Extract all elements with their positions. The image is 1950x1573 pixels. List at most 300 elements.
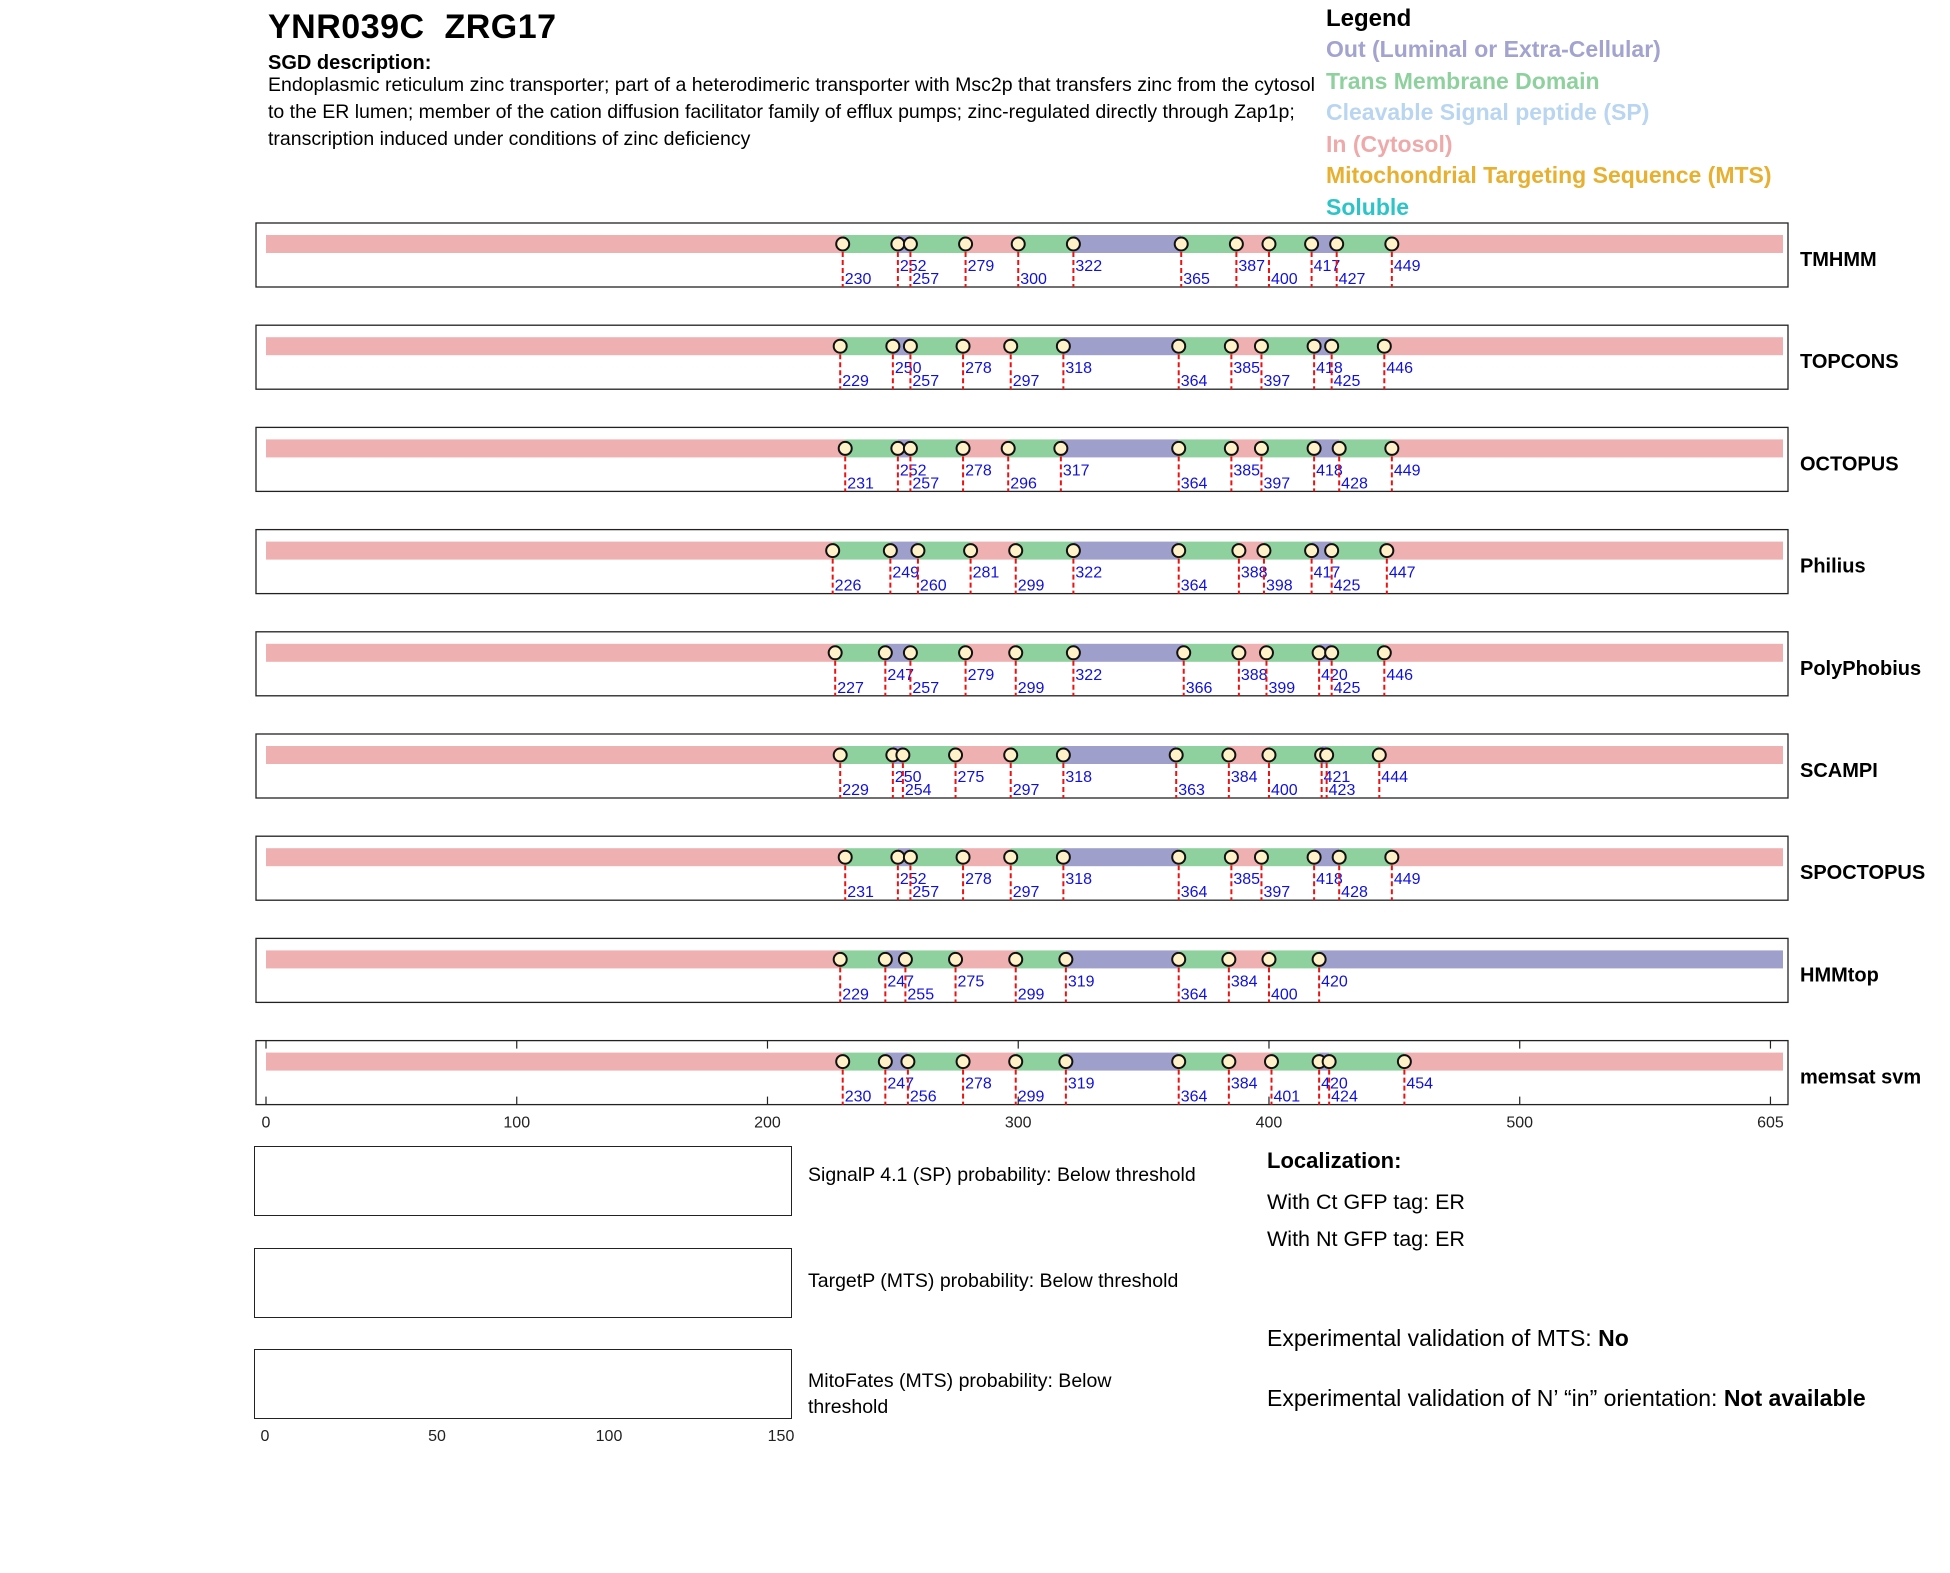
boundary-marker-spoctopus: [1225, 851, 1238, 864]
gene-name: ZRG17: [444, 8, 557, 46]
boundary-marker-octopus: [1255, 442, 1268, 455]
boundary-marker-spoctopus: [1385, 851, 1398, 864]
orientation-validation: [1267, 1382, 1887, 1415]
segment-tm-polyphobius: [1332, 644, 1385, 662]
segment-tm-octopus: [845, 439, 898, 457]
boundary-marker-spoctopus: [904, 851, 917, 864]
predictor-label-hmmtop: HMMtop: [1800, 964, 1879, 987]
legend-item-tm: Trans Membrane Domain: [1326, 67, 1600, 94]
x-tick-label: 200: [754, 1114, 781, 1132]
legend-title: Legend: [1326, 5, 1412, 32]
position-label: 297: [1012, 373, 1040, 391]
segment-out-memsat-svm: [1066, 1053, 1179, 1071]
position-label: 418: [1316, 871, 1343, 889]
position-label: 247: [887, 666, 915, 684]
targetp-panel: [254, 1248, 792, 1318]
legend-item-in: In (Cytosol): [1326, 130, 1453, 157]
x-tick-label: 605: [1757, 1114, 1784, 1132]
predictor-label-tmhmm: TMHMM: [1800, 249, 1877, 271]
position-label: 278: [965, 462, 992, 480]
boundary-marker-philius: [826, 544, 839, 557]
segment-in-scampi: [266, 746, 840, 764]
position-label: 424: [1331, 1088, 1358, 1106]
segment-in-tmhmm: [966, 235, 1019, 253]
boundary-marker-memsat-svm: [1222, 1055, 1235, 1068]
segment-in-memsat-svm: [963, 1053, 1016, 1071]
position-label: 364: [1180, 1088, 1208, 1106]
segment-tm-tmhmm: [843, 235, 898, 253]
segment-tm-hmmtop: [905, 950, 955, 968]
localization-nt: With Nt GFP tag: ER: [1267, 1227, 1465, 1251]
segment-tm-philius: [1179, 542, 1239, 560]
legend-item-signal-peptide: Cleavable Signal peptide (SP): [1326, 99, 1650, 125]
position-label: 254: [904, 782, 932, 799]
boundary-marker-tmhmm: [1012, 238, 1025, 251]
segment-tm-polyphobius: [910, 644, 965, 662]
x-tick-label: 0: [261, 1114, 271, 1132]
boundary-marker-philius: [1257, 544, 1270, 557]
predictor-label-memsat-svm: memsat svm: [1800, 1066, 1922, 1089]
boundary-marker-polyphobius: [1313, 646, 1326, 659]
position-label: 299: [1017, 679, 1045, 697]
segment-tm-philius: [833, 542, 891, 560]
segment-tm-scampi: [840, 746, 893, 764]
boundary-marker-philius: [1325, 544, 1338, 557]
boundary-marker-tmhmm: [1067, 238, 1080, 251]
position-label: 319: [1067, 973, 1095, 991]
signalp-label: SignalP 4.1 (SP) probability: Below threshold: [808, 1164, 1196, 1186]
position-label: 449: [1393, 258, 1421, 275]
boundary-marker-polyphobius: [1177, 646, 1190, 659]
position-label: 318: [1065, 360, 1093, 378]
mts-validation-value: No: [1598, 1325, 1629, 1351]
boundary-marker-polyphobius: [1232, 646, 1245, 659]
boundary-marker-tmhmm: [1385, 238, 1398, 251]
position-label: 299: [1017, 986, 1045, 1004]
position-label: 364: [1180, 884, 1208, 902]
segment-in-polyphobius: [966, 644, 1016, 662]
boundary-marker-topcons: [1255, 340, 1268, 353]
boundary-marker-spoctopus: [1255, 851, 1268, 864]
segment-out-polyphobius: [1073, 644, 1183, 662]
segment-out-hmmtop: [1066, 950, 1179, 968]
boundary-marker-octopus: [1054, 442, 1067, 455]
boundary-marker-polyphobius: [1260, 646, 1273, 659]
position-label: 299: [1017, 1088, 1045, 1106]
position-label: 401: [1273, 1088, 1301, 1106]
boundary-marker-tmhmm: [1305, 238, 1318, 251]
boundary-marker-polyphobius: [879, 646, 892, 659]
position-label: 444: [1381, 769, 1409, 786]
position-label: 384: [1230, 1075, 1258, 1093]
position-label: 230: [844, 1088, 872, 1106]
boundary-marker-scampi: [1262, 749, 1275, 762]
position-label: 364: [1180, 986, 1208, 1004]
boundary-marker-memsat-svm: [1172, 1055, 1185, 1068]
segment-tm-polyphobius: [1016, 644, 1074, 662]
position-label: 428: [1341, 475, 1368, 493]
position-label: 446: [1386, 666, 1414, 684]
position-label: 397: [1263, 475, 1291, 493]
boundary-marker-octopus: [1385, 442, 1398, 455]
position-label: 388: [1240, 666, 1268, 684]
boundary-marker-philius: [964, 544, 977, 557]
boundary-marker-scampi: [896, 749, 909, 762]
segment-out-scampi: [1063, 746, 1176, 764]
boundary-marker-hmmtop: [1009, 953, 1022, 966]
position-label: 428: [1341, 884, 1368, 902]
position-label: 281: [972, 564, 1000, 582]
boundary-marker-octopus: [904, 442, 917, 455]
position-label: 260: [919, 577, 947, 595]
predictor-label-polyphobius: PolyPhobius: [1800, 657, 1922, 680]
boundary-marker-philius: [1009, 544, 1022, 557]
boundary-marker-memsat-svm: [836, 1055, 849, 1068]
boundary-marker-hmmtop: [1313, 953, 1326, 966]
segment-in-hmmtop: [956, 950, 1016, 968]
boundary-marker-scampi: [1373, 749, 1386, 762]
position-label: 317: [1062, 462, 1090, 480]
boundary-marker-spoctopus: [957, 851, 970, 864]
boundary-marker-scampi: [1170, 749, 1183, 762]
segment-in-scampi: [1379, 746, 1783, 764]
segment-tm-octopus: [1008, 439, 1061, 457]
position-label: 231: [847, 884, 874, 902]
boundary-marker-spoctopus: [1333, 851, 1346, 864]
boundary-marker-topcons: [1172, 340, 1185, 353]
segment-tm-spoctopus: [910, 848, 963, 866]
boundary-marker-memsat-svm: [1265, 1055, 1278, 1068]
segment-tm-memsat-svm: [1016, 1053, 1066, 1071]
boundary-marker-topcons: [1325, 340, 1338, 353]
boundary-marker-scampi: [834, 749, 847, 762]
position-label: 420: [1321, 666, 1348, 684]
segment-tm-scampi: [1011, 746, 1064, 764]
position-label: 421: [1323, 769, 1351, 786]
boundary-marker-hmmtop: [899, 953, 912, 966]
segment-tm-tmhmm: [1337, 235, 1392, 253]
boundary-marker-tmhmm: [891, 238, 904, 251]
boundary-marker-octopus: [1172, 442, 1185, 455]
segment-tm-philius: [1332, 542, 1387, 560]
predictor-label-octopus: OCTOPUS: [1800, 453, 1899, 476]
x-tick-label: 100: [503, 1114, 531, 1132]
segment-tm-octopus: [910, 439, 963, 457]
segment-tm-topcons: [1179, 337, 1232, 355]
segment-in-spoctopus: [266, 848, 845, 866]
segment-tm-memsat-svm: [1329, 1053, 1404, 1071]
position-label: 388: [1240, 564, 1268, 582]
segment-in-spoctopus: [1392, 848, 1783, 866]
position-label: 299: [1017, 577, 1045, 595]
position-label: 278: [965, 360, 992, 378]
boundary-marker-tmhmm: [1262, 238, 1275, 251]
segment-tm-philius: [918, 542, 971, 560]
segment-tm-scampi: [1327, 746, 1380, 764]
boundary-marker-octopus: [1333, 442, 1346, 455]
x-tick-label: 300: [1004, 1114, 1032, 1132]
position-label: 297: [1012, 782, 1040, 799]
position-label: 230: [844, 271, 872, 288]
position-label: 364: [1180, 475, 1208, 493]
position-label: 398: [1265, 577, 1293, 595]
segment-tm-hmmtop: [1269, 950, 1319, 968]
boundary-marker-hmmtop: [1262, 953, 1275, 966]
position-label: 296: [1010, 475, 1037, 493]
position-label: 397: [1263, 884, 1291, 902]
position-label: 322: [1075, 564, 1103, 582]
position-label: 425: [1333, 679, 1361, 697]
boundary-marker-philius: [884, 544, 897, 557]
position-label: 300: [1020, 271, 1047, 288]
predictor-label-scampi: SCAMPI: [1800, 760, 1878, 782]
position-label: 425: [1333, 577, 1361, 595]
position-label: 363: [1178, 782, 1205, 799]
position-label: 385: [1233, 871, 1261, 889]
segment-in-memsat-svm: [1404, 1053, 1783, 1071]
boundary-marker-hmmtop: [834, 953, 847, 966]
sgd-description-text: Endoplasmic reticulum zinc transporter; part of a heterodimeric transporter with Msc2p that transfers zinc from the cytosol to the ER lumen; member of the cation diffusion facilitator family of efflux pumps; zinc-regulated directly through Zap1p; transcription induced under conditions of zinc deficiency: [268, 74, 1315, 150]
boundary-marker-octopus: [1002, 442, 1015, 455]
boundary-marker-philius: [1067, 544, 1080, 557]
position-label: 275: [957, 973, 985, 991]
segment-tm-spoctopus: [1011, 848, 1064, 866]
position-label: 318: [1065, 769, 1093, 786]
position-label: 252: [899, 462, 927, 480]
boundary-marker-tmhmm: [1175, 238, 1188, 251]
segment-out-tmhmm: [1073, 235, 1181, 253]
segment-tm-philius: [1016, 542, 1074, 560]
predictor-label-topcons: TOPCONS: [1800, 351, 1899, 374]
boundary-marker-scampi: [1222, 749, 1235, 762]
position-label: 420: [1321, 1075, 1348, 1093]
boundary-marker-hmmtop: [949, 953, 962, 966]
prob-tick-label: 100: [595, 1428, 623, 1445]
segment-tm-spoctopus: [1179, 848, 1232, 866]
boundary-marker-topcons: [1225, 340, 1238, 353]
boundary-marker-octopus: [839, 442, 852, 455]
position-label: 387: [1238, 258, 1266, 275]
position-label: 257: [912, 884, 940, 902]
boundary-marker-spoctopus: [839, 851, 852, 864]
boundary-marker-hmmtop: [1172, 953, 1185, 966]
boundary-marker-octopus: [891, 442, 904, 455]
segment-tm-polyphobius: [835, 644, 885, 662]
segment-in-memsat-svm: [266, 1053, 843, 1071]
signalp-panel: [254, 1146, 792, 1216]
position-label: 322: [1075, 666, 1103, 684]
boundary-marker-memsat-svm: [1009, 1055, 1022, 1068]
sgd-description-heading: SGD description:: [268, 52, 432, 74]
segment-out-hmmtop: [1319, 950, 1783, 968]
position-label: 256: [909, 1088, 937, 1106]
predictor-label-philius: Philius: [1800, 555, 1866, 578]
predictor-label-spoctopus: SPOCTOPUS: [1800, 862, 1926, 885]
boundary-marker-spoctopus: [1057, 851, 1070, 864]
segment-tm-topcons: [1011, 337, 1064, 355]
position-label: 447: [1388, 564, 1416, 582]
position-label: 425: [1333, 373, 1361, 391]
segment-tm-scampi: [903, 746, 956, 764]
position-label: 255: [907, 986, 935, 1004]
boundary-marker-memsat-svm: [957, 1055, 970, 1068]
segment-tm-scampi: [1176, 746, 1229, 764]
segment-in-tmhmm: [1392, 235, 1783, 253]
boundary-marker-topcons: [1057, 340, 1070, 353]
boundary-marker-hmmtop: [1059, 953, 1072, 966]
boundary-marker-scampi: [1057, 749, 1070, 762]
segment-in-tmhmm: [266, 235, 843, 253]
position-label: 418: [1316, 462, 1343, 480]
localization-block: [1267, 1148, 1465, 1258]
position-label: 297: [1012, 884, 1040, 902]
segment-tm-tmhmm: [1181, 235, 1236, 253]
boundary-marker-philius: [911, 544, 924, 557]
position-label: 385: [1233, 360, 1261, 378]
position-label: 252: [899, 258, 927, 275]
legend-item-soluble: Soluble: [1326, 193, 1410, 220]
position-label: 229: [842, 986, 869, 1004]
segment-tm-memsat-svm: [1179, 1053, 1229, 1071]
position-label: 400: [1270, 782, 1298, 799]
boundary-marker-polyphobius: [959, 646, 972, 659]
position-label: 279: [967, 666, 995, 684]
segment-in-topcons: [266, 337, 840, 355]
boundary-marker-tmhmm: [836, 238, 849, 251]
position-label: 275: [957, 769, 985, 786]
position-label: 247: [887, 973, 915, 991]
position-label: 417: [1313, 564, 1341, 582]
boundary-marker-octopus: [957, 442, 970, 455]
position-label: 226: [834, 577, 862, 595]
segment-tm-hmmtop: [1179, 950, 1229, 968]
boundary-marker-memsat-svm: [901, 1055, 914, 1068]
segment-tm-memsat-svm: [908, 1053, 963, 1071]
segment-tm-spoctopus: [1339, 848, 1392, 866]
boundary-marker-topcons: [1308, 340, 1321, 353]
segment-tm-scampi: [1269, 746, 1322, 764]
position-label: 322: [1075, 258, 1103, 275]
prob-tick-label: 50: [428, 1428, 446, 1445]
boundary-marker-memsat-svm: [1398, 1055, 1411, 1068]
position-label: 454: [1406, 1075, 1434, 1093]
boundary-marker-spoctopus: [1004, 851, 1017, 864]
boundary-marker-tmhmm: [1330, 238, 1343, 251]
boundary-marker-philius: [1305, 544, 1318, 557]
boundary-marker-scampi: [949, 749, 962, 762]
boundary-marker-memsat-svm: [1323, 1055, 1336, 1068]
boundary-marker-tmhmm: [1230, 238, 1243, 251]
x-tick-label: 400: [1255, 1114, 1283, 1132]
boundary-marker-philius: [1380, 544, 1393, 557]
segment-tm-tmhmm: [1018, 235, 1073, 253]
segment-in-polyphobius: [266, 644, 835, 662]
segment-out-octopus: [1061, 439, 1179, 457]
position-label: 449: [1393, 871, 1421, 889]
segment-in-philius: [1387, 542, 1783, 560]
position-label: 257: [912, 271, 940, 288]
boundary-marker-philius: [1232, 544, 1245, 557]
boundary-marker-polyphobius: [1009, 646, 1022, 659]
position-label: 418: [1316, 360, 1343, 378]
position-label: 364: [1180, 577, 1208, 595]
boundary-marker-topcons: [1378, 340, 1391, 353]
position-label: 231: [847, 475, 874, 493]
segment-out-spoctopus: [1063, 848, 1178, 866]
segment-tm-hmmtop: [1016, 950, 1066, 968]
segment-tm-octopus: [1339, 439, 1392, 457]
prob-tick-label: 150: [767, 1428, 795, 1445]
position-label: 449: [1393, 462, 1421, 480]
mts-validation-label: Experimental validation of MTS:: [1267, 1325, 1599, 1351]
segment-in-hmmtop: [266, 950, 840, 968]
legend-item-mts: Mitochondrial Targeting Sequence (MTS): [1326, 162, 1772, 188]
position-label: 247: [887, 1075, 915, 1093]
localization-ct: With Ct GFP tag: ER: [1267, 1190, 1465, 1214]
position-label: 249: [892, 564, 920, 582]
boundary-marker-polyphobius: [1325, 646, 1338, 659]
segment-tm-topcons: [840, 337, 893, 355]
position-label: 365: [1183, 271, 1210, 288]
boundary-marker-memsat-svm: [1059, 1055, 1072, 1068]
boundary-marker-tmhmm: [904, 238, 917, 251]
position-label: 318: [1065, 871, 1093, 889]
orientation-validation-label: Experimental validation of N’ “in” orientation:: [1267, 1385, 1724, 1411]
position-label: 384: [1230, 769, 1258, 786]
segment-tm-polyphobius: [1266, 644, 1319, 662]
boundary-marker-topcons: [886, 340, 899, 353]
segment-out-topcons: [1063, 337, 1178, 355]
boundary-marker-octopus: [1225, 442, 1238, 455]
position-label: 399: [1268, 679, 1296, 697]
mitofates-panel: [254, 1349, 792, 1419]
boundary-marker-octopus: [1308, 442, 1321, 455]
boundary-marker-topcons: [1004, 340, 1017, 353]
segment-in-topcons: [1384, 337, 1783, 355]
position-label: 423: [1328, 782, 1356, 799]
legend-item-out: Out (Luminal or Extra-Cellular): [1326, 36, 1661, 62]
mts-validation: [1267, 1322, 1887, 1355]
targetp-label: TargetP (MTS) probability: Below threshold: [808, 1270, 1179, 1292]
position-label: 250: [894, 769, 922, 786]
position-label: 364: [1180, 373, 1208, 391]
position-label: 427: [1338, 271, 1366, 288]
boundary-marker-memsat-svm: [879, 1055, 892, 1068]
segment-out-philius: [1073, 542, 1178, 560]
boundary-marker-hmmtop: [879, 953, 892, 966]
position-label: 278: [965, 871, 992, 889]
segment-tm-polyphobius: [1184, 644, 1239, 662]
position-label: 446: [1386, 360, 1414, 378]
segment-tm-spoctopus: [1261, 848, 1314, 866]
position-label: 252: [899, 871, 927, 889]
position-label: 417: [1313, 258, 1341, 275]
segment-in-scampi: [956, 746, 1011, 764]
position-label: 229: [842, 373, 869, 391]
segment-in-philius: [266, 542, 833, 560]
segment-in-octopus: [266, 439, 845, 457]
position-label: 257: [912, 679, 940, 697]
boundary-marker-polyphobius: [904, 646, 917, 659]
position-label: 384: [1230, 973, 1258, 991]
boundary-marker-scampi: [1004, 749, 1017, 762]
segment-tm-topcons: [1261, 337, 1314, 355]
position-label: 319: [1067, 1075, 1095, 1093]
boundary-marker-spoctopus: [1308, 851, 1321, 864]
position-label: 227: [837, 679, 864, 697]
boundary-marker-tmhmm: [959, 238, 972, 251]
x-tick-label: 500: [1506, 1114, 1534, 1132]
